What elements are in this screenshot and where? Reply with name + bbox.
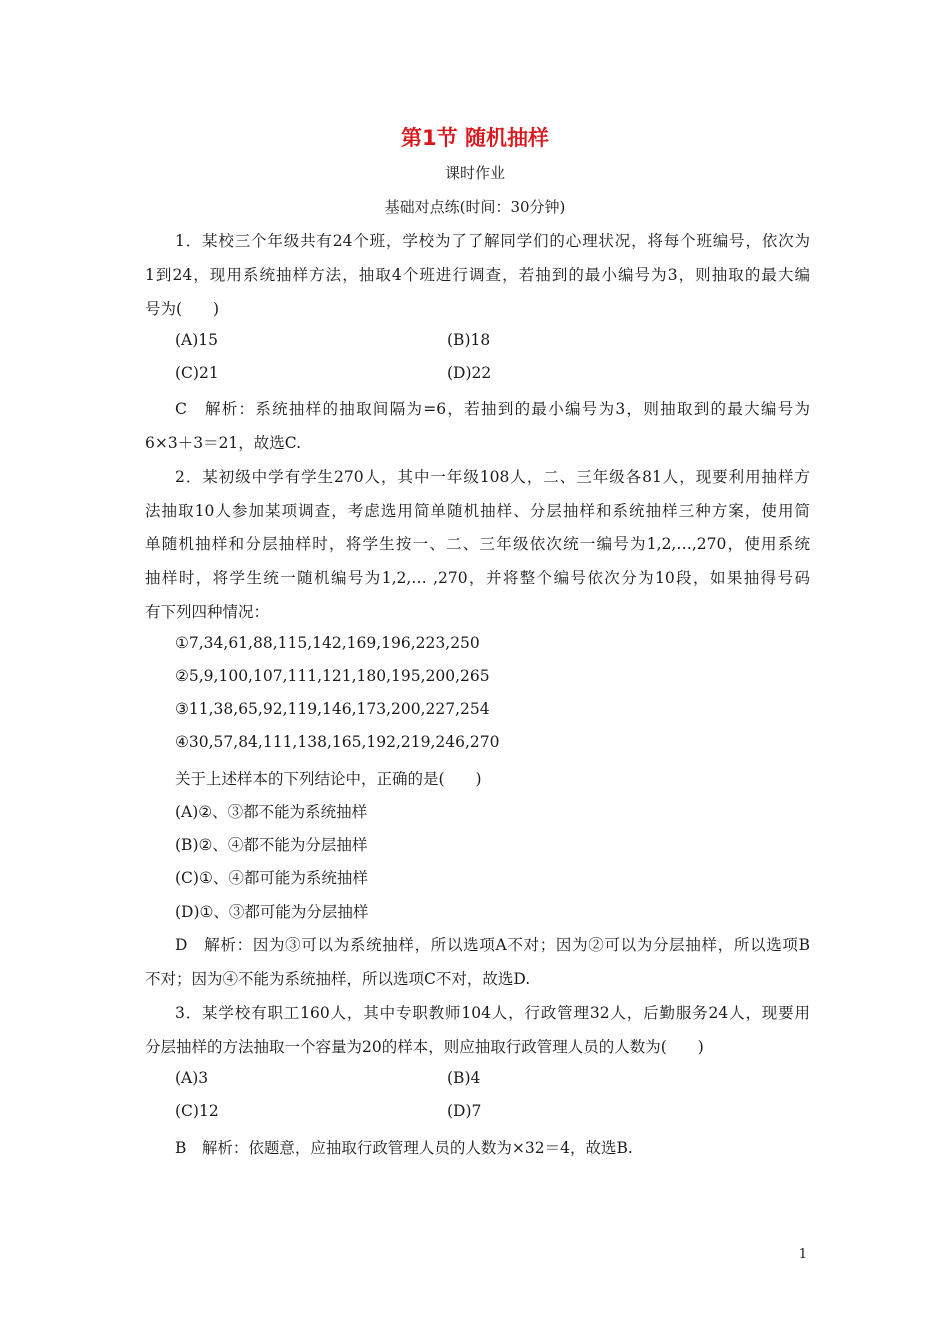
q2-option-b: (B)②、④都不能为分层抽样 — [175, 836, 368, 854]
q2-line-1: 2．某初级中学有学生270人，其中一年级108人，二、三年级各81人，现要利用抽样方 — [175, 468, 810, 486]
q3-option-b: (B)4 — [447, 1069, 481, 1087]
q1-option-a: (A)15 — [175, 331, 219, 349]
q3-line-1: 3．某学校有职工160人，其中专职教师104人，行政管理32人，后勤服务24人，现要用 — [175, 1004, 810, 1022]
section-heading: 基础对点练(时间：30分钟) — [384, 198, 566, 216]
q1-line-2: 1到24，现用系统抽样方法，抽取4个班进行调查，若抽到的最小编号为3，则抽取的最大编 — [145, 266, 810, 284]
q2-sample-3: ③11,38,65,92,119,146,173,200,227,254 — [175, 700, 490, 718]
q2-sample-1: ①7,34,61,88,115,142,169,196,223,250 — [175, 634, 480, 652]
q2-line-5: 有下列四种情况： — [145, 603, 270, 621]
q1-option-b: (B)18 — [447, 331, 491, 349]
q2-answer-line-1: D 解析：因为③可以为系统抽样，所以选项A不对；因为②可以为分层抽样，所以选项B — [175, 936, 810, 954]
q2-stem: 关于上述样本的下列结论中，正确的是( ) — [175, 770, 482, 788]
q2-answer-line-2: 不对；因为④不能为系统抽样，所以选项C不对，故选D. — [145, 970, 531, 988]
q3-option-c: (C)12 — [175, 1102, 219, 1120]
q3-answer: B 解析：依题意，应抽取行政管理人员的人数为×32＝4，故选B. — [175, 1139, 633, 1157]
q1-option-d: (D)22 — [447, 364, 492, 382]
q2-option-a: (A)②、③都不能为系统抽样 — [175, 803, 368, 821]
q2-line-2: 法抽取10人参加某项调查，考虑选用简单随机抽样、分层抽样和系统抽样三种方案，使用简 — [145, 502, 810, 520]
q1-line-3: 号为( ) — [145, 300, 220, 318]
q2-line-3: 单随机抽样和分层抽样时，将学生按一、二、三年级依次统一编号为1,2,…,270，使用系统 — [145, 535, 810, 553]
q3-line-2: 分层抽样的方法抽取一个容量为20的样本，则应抽取行政管理人员的人数为( ) — [145, 1038, 704, 1056]
page-number: 1 — [798, 1247, 807, 1262]
q1-line-1: 1．某校三个年级共有24个班，学校为了了解同学们的心理状况，将每个班编号，依次为 — [175, 232, 810, 250]
q1-answer-line-1: C 解析：系统抽样的抽取间隔为=6，若抽到的最小编号为3，则抽取到的最大编号为 — [175, 400, 810, 418]
q1-option-c: (C)21 — [175, 364, 219, 382]
q2-option-d: (D)①、③都可能为分层抽样 — [175, 903, 369, 921]
q2-line-4: 抽样时，将学生统一随机编号为1,2,… ,270，并将整个编号依次分为10段，如果抽得号码 — [145, 569, 810, 587]
q2-sample-2: ②5,9,100,107,111,121,180,195,200,265 — [175, 667, 490, 685]
q1-answer-line-2: 6×3＋3＝21，故选C. — [145, 434, 302, 452]
q2-option-c: (C)①、④都可能为系统抽样 — [175, 869, 368, 887]
subtitle: 课时作业 — [444, 164, 505, 182]
q3-option-d: (D)7 — [447, 1102, 482, 1120]
q3-option-a: (A)3 — [175, 1069, 209, 1087]
q2-sample-4: ④30,57,84,111,138,165,192,219,246,270 — [175, 733, 500, 751]
page-title: 第1节 随机抽样 — [401, 126, 549, 150]
